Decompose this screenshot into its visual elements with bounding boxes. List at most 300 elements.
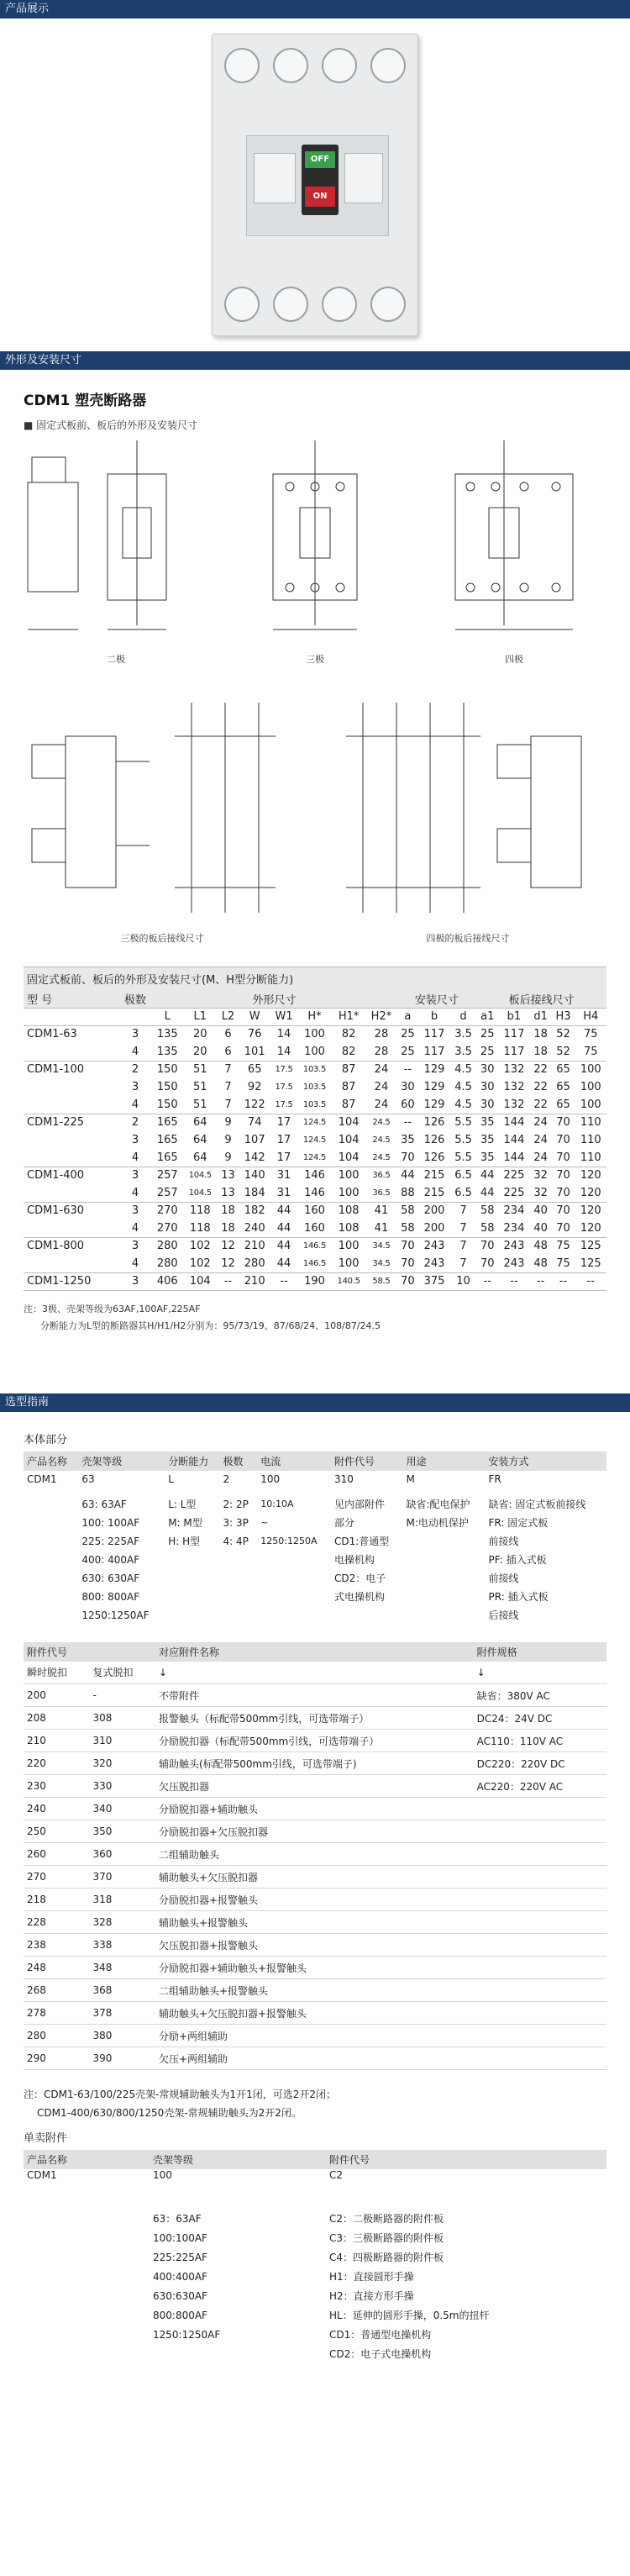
table-cell: 18 [218, 1220, 239, 1237]
selection-header: 电流 [257, 1451, 331, 1471]
table-cell: 3 [118, 1272, 151, 1290]
table-cell: 82 [332, 1043, 366, 1061]
table-cell: 65 [556, 1063, 570, 1077]
table-row [24, 1220, 606, 1237]
dimension-table-body [24, 1025, 606, 1290]
terminal-icon [370, 287, 406, 322]
table-cell: 210 [24, 1730, 89, 1752]
table-row [24, 1866, 606, 1889]
caption-four-pole-wiring: 四极的板后接线尺寸 [426, 933, 510, 944]
table-cell: 70 [556, 1134, 570, 1146]
selection-value: L [168, 1472, 174, 1485]
page-title: CDM1 塑壳断路器 [24, 392, 147, 409]
table-cell: 25 [396, 1043, 418, 1061]
header-frame: 壳架等级 [150, 2150, 326, 2169]
table-cell: 35 [480, 1116, 495, 1130]
table-row [24, 1979, 606, 2002]
table-row [24, 2002, 606, 2025]
table-cell: 14 [270, 1043, 297, 1061]
table-cell: 210 [239, 1272, 270, 1290]
table-cell: 126 [423, 1116, 445, 1130]
table-cell: 270 [156, 1204, 178, 1218]
option-line: H1：直接圆形手操 [329, 2271, 414, 2283]
table-cell: 4.5 [454, 1063, 472, 1077]
table-row [24, 1775, 606, 1798]
table-cell: 6.5 [450, 1184, 477, 1202]
table-cell: 101 [239, 1043, 270, 1061]
table-cell: 406 [152, 1272, 183, 1290]
single-frame-options [150, 2210, 326, 2364]
sub-header-cell: d1 [530, 1008, 552, 1025]
table-cell: 44 [270, 1220, 297, 1237]
table-cell: 31 [276, 1169, 291, 1183]
terminal-icon [273, 287, 308, 322]
table-cell: 25 [476, 1043, 498, 1061]
header-accessory-code: 附件代号 [24, 1642, 155, 1662]
table-cell: 17 [276, 1134, 291, 1146]
table-cell: -- [498, 1272, 529, 1290]
table-cell: 6 [224, 1028, 232, 1041]
option-line: CD1：普通型电操机构 [329, 2329, 432, 2341]
on-indicator: ON [305, 187, 335, 207]
table-cell: 9 [224, 1116, 232, 1130]
table-cell: -- [552, 1272, 575, 1290]
table-cell: 82 [341, 1028, 356, 1041]
table-cell: 3 [131, 1169, 139, 1183]
table-cell: 108 [332, 1220, 366, 1237]
table-cell: 280 [152, 1255, 183, 1272]
single-frame: 100 [153, 2169, 172, 2181]
table-cell: 24.5 [365, 1149, 396, 1167]
table-cell: 104 [332, 1149, 366, 1167]
table-cell: 125 [580, 1240, 601, 1253]
table-cell: 257 [152, 1184, 183, 1202]
table-cell: 40 [533, 1204, 548, 1218]
table-cell: 144 [498, 1149, 529, 1167]
table-cell: 184 [239, 1184, 270, 1202]
option-line: 电操机构 [334, 1553, 375, 1566]
table-cell: 64 [193, 1134, 207, 1146]
table-cell: 100 [575, 1096, 606, 1114]
table-cell: 225 [503, 1169, 525, 1183]
table-cell: 310 [89, 1730, 155, 1752]
table-cell: 165 [152, 1149, 183, 1167]
table-cell: 30 [480, 1063, 495, 1077]
table-cell: 44 [276, 1204, 291, 1218]
table-row [24, 1114, 606, 1131]
table-cell: 243 [503, 1240, 525, 1253]
table-cell: 215 [423, 1169, 445, 1183]
two-pole-drawing [24, 440, 208, 666]
sub-header-cell: H2* [365, 1008, 396, 1025]
sub-header-compound: 复式脱扣 [89, 1662, 155, 1684]
table-cell: 132 [503, 1063, 525, 1077]
table-cell: 243 [418, 1255, 449, 1272]
table-cell: 7 [218, 1096, 239, 1114]
table-cell: 280 [24, 2025, 89, 2047]
table-cell: 320 [89, 1752, 155, 1775]
table-cell: 58 [480, 1204, 495, 1218]
install-options [486, 1493, 607, 1627]
table-cell: 350 [89, 1820, 155, 1843]
table-cell: 3 [131, 1028, 139, 1041]
table-cell: 12 [221, 1240, 235, 1253]
table-cell: -- [403, 1063, 412, 1077]
option-line: H: H型 [168, 1535, 201, 1547]
table-cell: DC220：220V DC [474, 1752, 606, 1775]
dimension-table [24, 990, 606, 1291]
table-cell: 4.5 [454, 1081, 472, 1093]
table-cell: 17.5 [275, 1083, 293, 1092]
table-cell: 129 [423, 1081, 445, 1093]
sub-header-cell: a [396, 1008, 418, 1025]
table-cell: 70 [552, 1184, 575, 1202]
table-row [24, 1078, 606, 1096]
terminal-icon [370, 48, 406, 83]
accessory-notes [24, 2085, 606, 2122]
table-cell: 243 [423, 1240, 445, 1253]
table-cell: 70 [401, 1240, 415, 1253]
table-row [24, 1730, 606, 1752]
table-cell: 270 [152, 1220, 183, 1237]
table-cell: 182 [244, 1204, 265, 1218]
table-cell: 30 [401, 1081, 415, 1093]
table-cell: 124.5 [297, 1149, 332, 1167]
option-line: L: L型 [168, 1498, 197, 1510]
header-accessory-name: 对应附件名称 [155, 1642, 474, 1662]
table-cell: 257 [156, 1169, 178, 1183]
accessory-table [24, 1642, 606, 2071]
option-line: 63：63AF [153, 2213, 202, 2225]
table-cell: 34.5 [372, 1241, 391, 1251]
breaking-options [165, 1493, 219, 1627]
table-cell: 4 [118, 1255, 151, 1272]
table-cell: 390 [89, 2047, 155, 2070]
option-line: 630:630AF [153, 2290, 207, 2302]
table-cell: 228 [24, 1911, 89, 1934]
option-line: CD1:普通型 [334, 1535, 390, 1547]
table-cell: 100 [304, 1028, 325, 1041]
table-row [24, 1798, 606, 1820]
model-cell [24, 1043, 118, 1061]
table-cell: 250 [24, 1820, 89, 1843]
table-row [24, 1272, 606, 1290]
table-cell: 二组辅助触头 [155, 1843, 474, 1866]
table-cell: 7 [450, 1220, 477, 1237]
table-cell: 87 [332, 1096, 366, 1114]
table-cell: 3.5 [450, 1043, 477, 1061]
terminal-icon [322, 48, 357, 83]
table-cell: 215 [418, 1184, 449, 1202]
sub-header-cell: L1 [183, 1008, 218, 1025]
option-line: 式电操机构 [334, 1590, 386, 1603]
install-default: 缺省: 固定式板前接线 [488, 1498, 586, 1510]
table-cell: 200 [24, 1684, 89, 1707]
table-cell: 44 [476, 1184, 498, 1202]
table-cell: 20 [193, 1028, 207, 1041]
caption-four-pole: 四极 [505, 654, 523, 665]
table-row [24, 2025, 606, 2047]
table-row [24, 1707, 606, 1730]
header-rear: 板后接线尺寸 [476, 990, 606, 1008]
option-line: C2：二极断路器的附件板 [329, 2213, 444, 2225]
table-row [24, 1911, 606, 1934]
bullet-text: ■ 固定式板前、板后的外形及安装尺寸 [24, 419, 198, 431]
table-cell: 132 [503, 1081, 525, 1093]
table-cell: 129 [418, 1096, 449, 1114]
option-line: 前接线 [488, 1535, 519, 1547]
table-cell: 225 [498, 1184, 529, 1202]
table-cell: 126 [423, 1134, 445, 1146]
caption-three-pole: 三极 [306, 654, 324, 665]
table-cell: 48 [533, 1240, 548, 1253]
table-cell: 7 [224, 1081, 232, 1093]
table-cell: -- [476, 1272, 498, 1290]
three-pole-wiring-drawing [24, 686, 301, 945]
table-cell: 24 [530, 1149, 552, 1167]
table-cell: 378 [89, 2002, 155, 2025]
table-cell: 270 [24, 1866, 89, 1889]
sub-header-arrow: ↓ [474, 1662, 606, 1684]
table-cell: 32 [533, 1169, 548, 1183]
header-code: 附件代号 [326, 2150, 606, 2169]
table-cell: 51 [193, 1063, 207, 1077]
table-cell: 142 [239, 1149, 270, 1167]
model-cell [24, 1184, 118, 1202]
table-cell: AC220：220V AC [474, 1775, 606, 1798]
table-cell: 190 [297, 1272, 332, 1290]
table-cell: 290 [24, 2047, 89, 2070]
top-terminals [224, 48, 406, 83]
option-line: 1250:1250AF [153, 2329, 221, 2341]
table-cell: 7 [224, 1063, 232, 1077]
table-cell: 二组辅助触头+报警触头 [155, 1979, 474, 2002]
table-cell: 110 [575, 1149, 606, 1167]
table-cell: 17.5 [275, 1065, 293, 1075]
table-cell: -- [218, 1272, 239, 1290]
table-cell: 100 [338, 1240, 360, 1253]
table-cell: 234 [503, 1204, 525, 1218]
table-cell: 5.5 [454, 1134, 472, 1146]
option-line: 1250:1250A [260, 1535, 318, 1546]
selection-header: 安装方式 [486, 1451, 607, 1471]
table-cell: 220 [24, 1752, 89, 1775]
table-cell: 48 [530, 1255, 552, 1272]
option-line: M: M型 [168, 1516, 202, 1529]
table-cell: 25 [480, 1028, 495, 1041]
table-cell: 64 [183, 1149, 218, 1167]
terminal-icon [273, 48, 308, 83]
table-cell: 104.5 [188, 1171, 212, 1181]
sub-header-cell: H4 [575, 1008, 606, 1025]
model-cell: CDM1-100 [27, 1063, 85, 1077]
option-line: CD2：电子式电操机构 [329, 2348, 432, 2360]
selection-value: 100 [260, 1472, 281, 1485]
table-cell: 129 [423, 1063, 445, 1077]
table-cell: 41 [374, 1204, 389, 1218]
table-cell: 44 [270, 1255, 297, 1272]
circuit-breaker-image [212, 34, 418, 336]
table-cell: -- [530, 1272, 552, 1290]
header-model: 型 号 [24, 990, 118, 1008]
table-row [24, 1957, 606, 1979]
table-cell [474, 2047, 606, 2070]
table-cell: 120 [575, 1220, 606, 1237]
sub-header-cell: a1 [476, 1008, 498, 1025]
single-code-options [326, 2210, 606, 2364]
table-cell: 103.5 [302, 1083, 327, 1092]
dimension-table-title: 固定式板前、板后的外形及安装尺寸(M、H型分断能力) [24, 967, 606, 990]
table-cell: 4 [118, 1043, 151, 1061]
table-cell: 210 [244, 1240, 265, 1253]
option-line: 10:10A [260, 1498, 294, 1509]
table-cell: 6.5 [454, 1169, 472, 1183]
section-bar-dimensions: 外形及安装尺寸 [0, 351, 630, 370]
table-row [24, 1167, 606, 1184]
table-cell: 24 [365, 1096, 396, 1114]
dimension-table-section [24, 967, 606, 1335]
table-row [24, 1061, 606, 1078]
table-cell [474, 1843, 606, 1866]
sub-header-instant: 瞬时脱扣 [24, 1662, 89, 1684]
table-cell: 4.5 [450, 1096, 477, 1114]
accessory-table-body [24, 1684, 606, 2070]
option-line: FR: 固定式板 [488, 1516, 549, 1529]
option-line: 630: 630AF [81, 1572, 140, 1584]
table-cell: 200 [423, 1204, 445, 1218]
table-cell: 280 [156, 1240, 178, 1253]
table-row [24, 1934, 606, 1957]
sub-header-cell: H* [297, 1008, 332, 1025]
table-cell: 24.5 [372, 1118, 391, 1128]
table-cell: 248 [24, 1957, 89, 1979]
selection-table [24, 1451, 606, 1627]
table-row [24, 1184, 606, 1202]
table-cell: 35 [401, 1134, 415, 1146]
table-cell: 280 [239, 1255, 270, 1272]
table-cell: 24 [533, 1134, 548, 1146]
model-cell [24, 1131, 118, 1149]
model-cell [24, 1096, 118, 1114]
product-photo [0, 18, 630, 351]
selection-header: 壳架等级 [78, 1451, 165, 1471]
table-cell: 7 [459, 1240, 467, 1253]
option-line: 225: 225AF [81, 1535, 140, 1547]
table-cell: 3.5 [454, 1028, 472, 1041]
terminal-icon [224, 287, 260, 322]
table-cell: 160 [297, 1220, 332, 1237]
table-cell: 35 [480, 1134, 495, 1146]
sub-header-cell: b1 [498, 1008, 529, 1025]
table-cell: -- [403, 1116, 412, 1130]
selection-header: 附件代号 [331, 1451, 402, 1471]
table-cell: 18 [221, 1204, 235, 1218]
table-cell: 24 [374, 1081, 389, 1093]
table-cell: 328 [89, 1911, 155, 1934]
table-cell: 35 [476, 1149, 498, 1167]
table-cell: 65 [247, 1063, 262, 1077]
table-cell: 70 [552, 1220, 575, 1237]
table-cell: 75 [575, 1043, 606, 1061]
table-cell: 58.5 [365, 1272, 396, 1290]
table-cell [474, 1866, 606, 1889]
bottom-terminals [224, 287, 406, 322]
model-cell [24, 1255, 118, 1272]
pole-options [220, 1493, 258, 1627]
option-line: 3: 3P [223, 1516, 249, 1529]
table-cell: 欠压脱扣器+报警触头 [155, 1934, 474, 1957]
table-cell: 104 [183, 1272, 218, 1290]
table-cell: 70 [552, 1149, 575, 1167]
table-cell: 150 [156, 1063, 178, 1077]
table-cell: 31 [270, 1184, 297, 1202]
model-cell: CDM1-800 [27, 1240, 85, 1253]
table-cell: 150 [156, 1081, 178, 1093]
sub-header-cell: L2 [218, 1008, 239, 1025]
table-cell: 10 [450, 1272, 477, 1290]
table-cell: 75 [556, 1240, 570, 1253]
table-cell: 3 [131, 1204, 139, 1218]
usage-default: 缺省:配电保护 [406, 1498, 470, 1510]
table-cell: 100 [338, 1169, 360, 1183]
terminal-icon [322, 287, 357, 322]
table-row [24, 1096, 606, 1114]
option-line: 部分 [334, 1516, 355, 1529]
sub-header-cell: W [239, 1008, 270, 1025]
table-cell: 51 [183, 1096, 218, 1114]
off-indicator: OFF [305, 151, 335, 168]
sub-header-cell: b [418, 1008, 449, 1025]
header-accessory-spec: 附件规格 [474, 1642, 606, 1662]
table-cell: 126 [418, 1149, 449, 1167]
table-cell: 25 [401, 1028, 415, 1041]
table-row [24, 1131, 606, 1149]
table-cell: 240 [239, 1220, 270, 1237]
sub-header-cell: W1 [270, 1008, 297, 1025]
model-cell: CDM1-225 [27, 1116, 85, 1130]
body-subhead: 本体部分 [24, 1433, 68, 1446]
table-row [24, 1820, 606, 1843]
section-bar-selection: 选型指南 [0, 1393, 630, 1412]
table-cell: 2 [131, 1116, 139, 1130]
table-cell: - [89, 1684, 155, 1707]
table-cell: 76 [247, 1028, 262, 1041]
option-line: PR: 插入式板 [488, 1590, 549, 1603]
table-cell: 218 [24, 1889, 89, 1911]
table-cell: 7 [450, 1255, 477, 1272]
table-cell: 165 [156, 1116, 178, 1130]
table-cell: 74 [247, 1116, 262, 1130]
table-cell: 375 [418, 1272, 449, 1290]
table-cell: 24 [533, 1116, 548, 1130]
sub-header-arrow: ↓ [155, 1662, 474, 1684]
selection-value: M [406, 1472, 415, 1485]
table-cell: 58 [476, 1220, 498, 1237]
table-cell: 146.5 [302, 1241, 327, 1251]
table-cell: 70 [480, 1240, 495, 1253]
table-cell: 117 [418, 1043, 449, 1061]
table-cell: 17 [276, 1116, 291, 1130]
table-cell: 22 [533, 1063, 548, 1077]
three-pole-drawing [223, 440, 407, 666]
table-cell [474, 1820, 606, 1843]
table-cell: 36.5 [365, 1184, 396, 1202]
table-cell: 3 [131, 1134, 139, 1146]
caption-two-pole: 二极 [107, 654, 125, 665]
header-product-name: 产品名称 [24, 2150, 150, 2169]
table-cell: 75 [583, 1028, 598, 1041]
accessory-options [331, 1493, 402, 1627]
